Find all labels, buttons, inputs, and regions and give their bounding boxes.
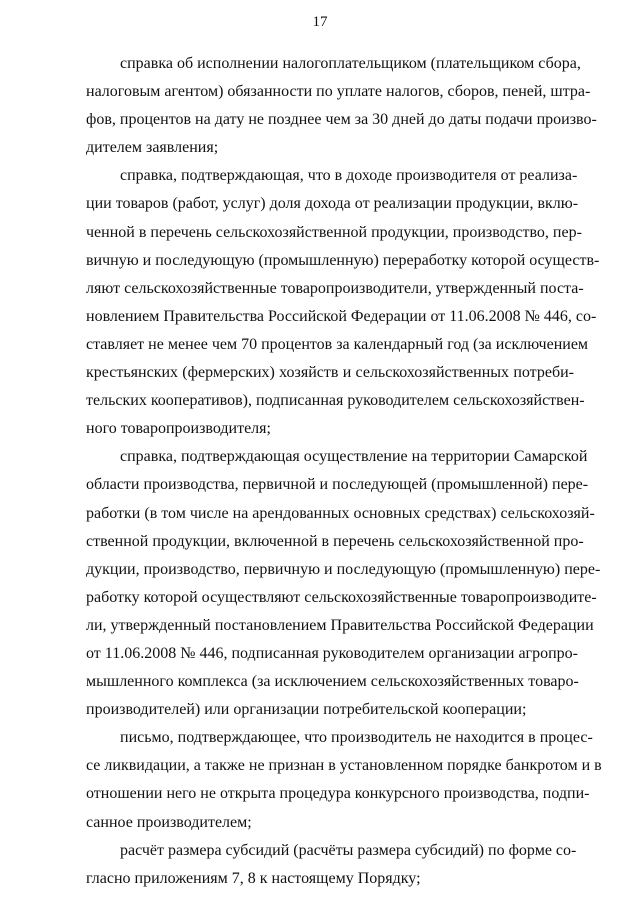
text-line: справка об исполнении налогоплательщиком (плательщиком сбора,	[120, 55, 581, 72]
text-line: ляют сельскохозяйственные товаропроизводители, утвержденный поста-	[86, 279, 584, 297]
text-line: письмо, подтверждающее, что производитель не находится в процес-	[120, 729, 593, 747]
text-line: работки (в том числе на арендованных основных средствах) сельскохозяй-	[86, 504, 595, 522]
text-line: мышленного комплекса (за исключением сельскохозяйственных товаро-	[86, 673, 579, 691]
paragraph-tax-certificate	[86, 50, 597, 162]
paragraph-subsidy-calculation	[86, 837, 577, 893]
text-line: ции товаров (работ, услуг) доля дохода от реализации продукции, вклю-	[86, 195, 579, 213]
text-line: дукции, производство, первичную и последующую (промышленную) пере-	[86, 560, 601, 578]
text-line: новлением Правительства Российской Федерации от 11.06.2008 № 446, со-	[86, 307, 597, 325]
text-line: крестьянских (фермерских) хозяйств и сельскохозяйственных потреби-	[86, 364, 574, 382]
text-line: се ликвидации, а также не признан в установленном порядке банкротом и в	[86, 757, 602, 775]
text-line: ли, утвержденный постановлением Правительства Российской Федерации	[86, 616, 594, 634]
paragraph-samara-production-certificate	[86, 443, 601, 724]
text-line: ного товаропроизводителя;	[86, 420, 271, 438]
text-line: справка, подтверждающая осуществление на территории Самарской	[120, 448, 588, 466]
text-line: санное производителем;	[86, 813, 252, 831]
text-line: справка, подтверждающая, что в доходе производителя от реализа-	[120, 167, 578, 185]
text-line: ставляет не менее чем 70 процентов за календарный год (за исключением	[86, 335, 589, 353]
text-line: гласно приложениям 7, 8 к настоящему Порядку;	[86, 869, 421, 887]
text-line: дителем заявления;	[86, 139, 219, 157]
text-line: работку которой осуществляют сельскохозяйственные товаропроизводите-	[86, 588, 597, 606]
text-line: расчёт размера субсидий (расчёты размера субсидий) по форме со-	[120, 841, 577, 859]
text-line: ченной в перечень сельскохозяйственной продукции, производство, пер-	[86, 223, 582, 241]
document-body	[86, 50, 602, 893]
text-line: тельских кооперативов), подписанная руководителем сельскохозяйствен-	[86, 392, 585, 410]
text-line: ственной продукции, включенной в перечень сельскохозяйственной про-	[86, 532, 584, 550]
text-line: отношении него не открыта процедура конкурсного производства, подпи-	[86, 785, 590, 803]
paragraph-income-share-certificate	[86, 162, 600, 443]
text-line: от 11.06.2008 № 446, подписанная руководителем организации агропро-	[86, 644, 578, 662]
text-line: вичную и последующую (промышленную) переработку которой осуществ-	[86, 251, 600, 269]
paragraph-liquidation-letter	[86, 724, 602, 836]
page-number: 17	[312, 14, 328, 30]
text-line: области производства, первичной и последующей (промышленной) пере-	[86, 476, 589, 494]
text-line: производителей) или организации потребительской кооперации;	[86, 701, 527, 719]
text-line: фов, процентов на дату не позднее чем за 30 дней до даты подачи произво-	[86, 111, 597, 129]
text-line: налоговым агентом) обязанности по уплате налогов, сборов, пеней, штра-	[86, 83, 591, 101]
